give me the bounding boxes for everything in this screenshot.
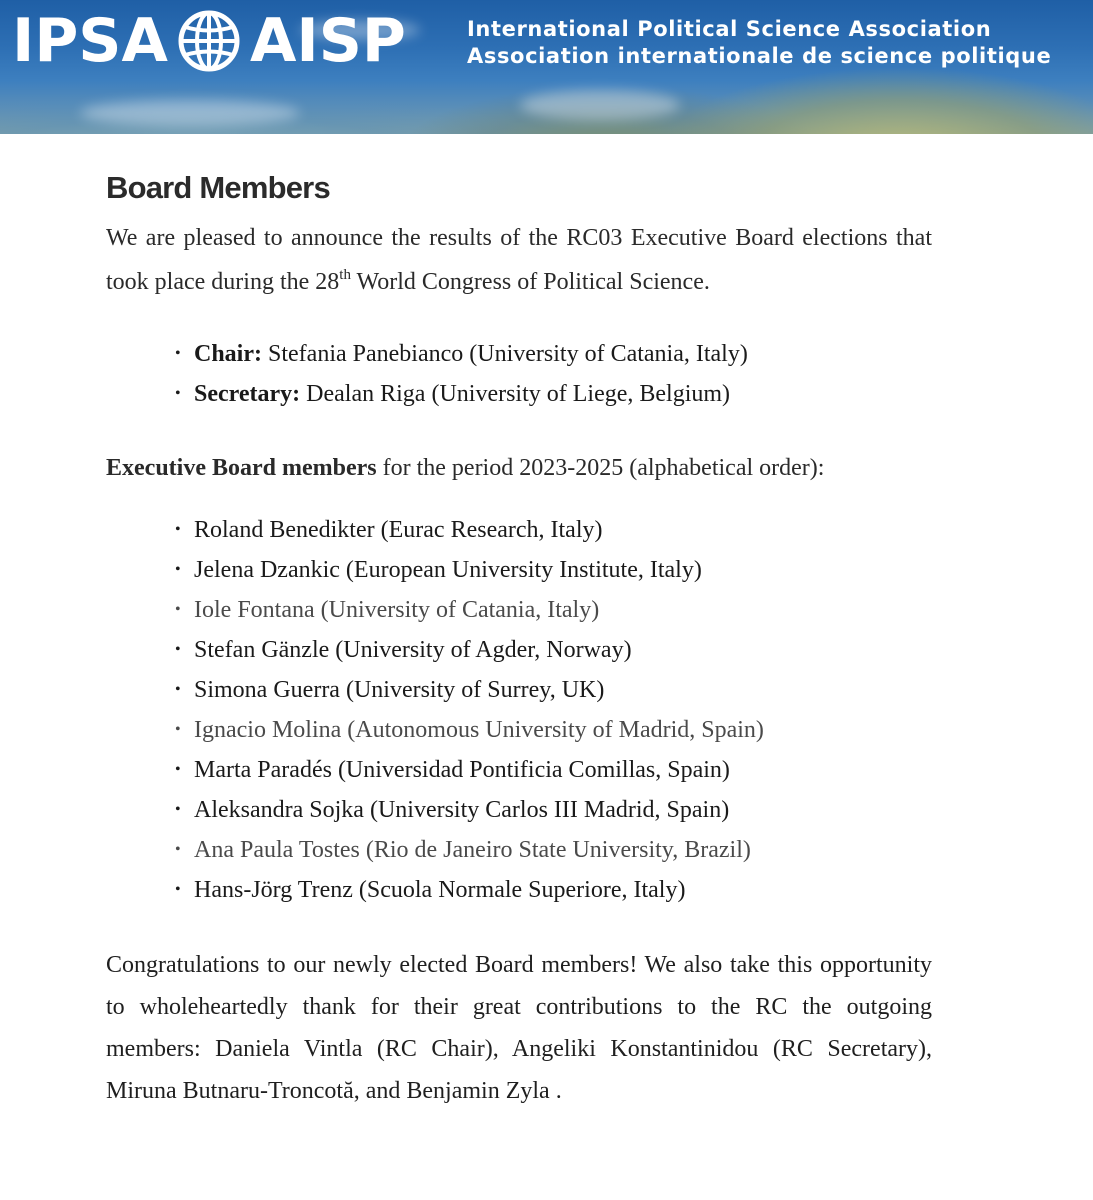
member-entry: Aleksandra Sojka (University Carlos III Madrid, Spain) [194,797,730,823]
member-entry: Ignacio Molina (Autonomous University of Madrid, Spain) [194,717,764,743]
bullet-icon: • [175,561,181,578]
logo-text-aisp: AISP [249,6,406,76]
bullet-icon: • [175,761,181,778]
officers-list [106,334,932,414]
bullet-icon: • [175,601,181,618]
member-entry: Hans-Jörg Trenz (Scuola Normale Superiore, Italy) [194,877,686,903]
board-period-heading [106,446,932,490]
bullet-icon: • [175,385,181,402]
intro-text-end: World Congress of Political Science. [350,269,710,295]
board-period-label: Executive Board members [106,455,377,481]
ipsa-logo[interactable] [12,6,406,76]
officer-secretary [106,374,932,414]
member-entry: Ana Paula Tostes (Rio de Janeiro State University, Brazil) [194,837,751,863]
bullet-icon: • [175,801,181,818]
list-item [106,550,932,590]
bullet-icon: • [175,721,181,738]
logo-text-ipsa: IPSA [12,6,168,76]
list-item [106,870,932,910]
list-item [106,670,932,710]
officer-chair [106,334,932,374]
member-entry: Jelena Dzankic (European University Institute, Italy) [194,557,702,583]
list-item [106,830,932,870]
association-tagline [467,16,1051,70]
member-entry: Stefan Gänzle (University of Agder, Norway) [194,637,632,663]
member-entry: Iole Fontana (University of Catania, Italy) [194,597,600,623]
bullet-icon: • [175,881,181,898]
tagline-english: International Political Science Association [467,17,992,41]
member-entry: Marta Paradés (Universidad Pontificia Comillas, Spain) [194,757,730,783]
ordinal-suffix: th [339,267,351,283]
bullet-icon: • [175,521,181,538]
officer-name: Dealan Riga (University of Liege, Belgium) [300,381,731,407]
article-content [106,164,932,1112]
closing-paragraph: Congratulations to our newly elected Board members! We also take this opportunity to wholeheartedly thank for their great contributions to the RC the outgoing members: Daniela Vintla (RC Chair), Angeliki Konstantinidou (RC Secretary), Miruna Butnaru-Troncotă, and Benjamin Zyla . [106,952,932,1104]
officer-role: Chair: [194,341,262,367]
list-item [106,710,932,750]
member-entry: Roland Benedikter (Eurac Research, Italy) [194,517,603,543]
list-item [106,790,932,830]
officer-name: Stefania Panebianco (University of Catania, Italy) [262,341,748,367]
list-item [106,510,932,550]
bullet-icon: • [175,681,181,698]
list-item [106,590,932,630]
tagline-french: Association internationale de science politique [467,44,1052,68]
intro-paragraph [106,216,932,304]
board-members-list [106,510,932,910]
board-period-text: for the period 2023-2025 (alphabetical order): [376,455,825,481]
globe-icon [178,10,240,72]
header-banner [0,0,1093,134]
list-item [106,750,932,790]
bullet-icon: • [175,841,181,858]
bullet-icon: • [175,641,181,658]
page-title: Board Members [106,170,330,205]
member-entry: Simona Guerra (University of Surrey, UK) [194,677,605,703]
intro-text-start: We are pleased to announce the results of the RC03 Executive Board elections that took place during the 28 [106,225,932,295]
officer-role: Secretary: [194,381,301,407]
bullet-icon: • [175,345,181,362]
list-item [106,630,932,670]
